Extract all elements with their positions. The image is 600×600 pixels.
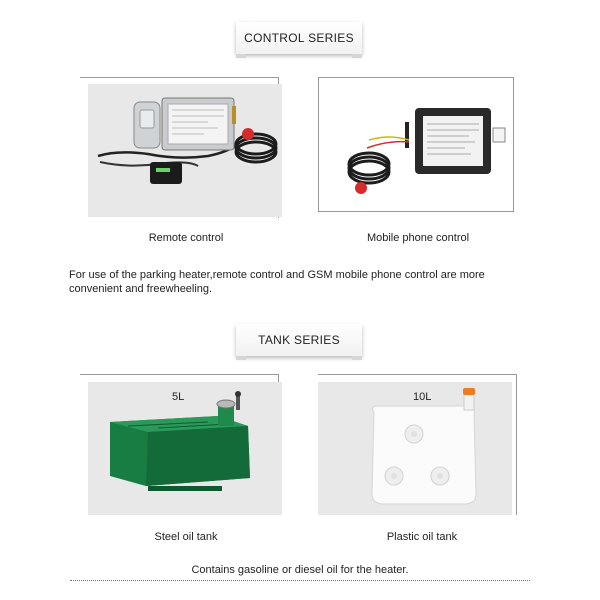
steel-oil-tank-caption: Steel oil tank <box>154 531 218 543</box>
remote-control-image <box>88 84 282 217</box>
steel-oil-tank-image <box>88 382 282 515</box>
footer-divider <box>70 580 530 581</box>
tank-footer-note: Contains gasoline or diesel oil for the heater. <box>191 564 409 576</box>
steel-tank-volume-label: 5L <box>172 391 185 403</box>
plastic-oil-tank-caption: Plastic oil tank <box>386 531 458 543</box>
control-series-heading-text: CONTROL SERIES <box>244 31 354 45</box>
plastic-tank-volume-label: 10L <box>413 391 432 403</box>
control-description: For use of the parking heater,remote control and GSM mobile phone control are more convenient and freewheeling. <box>69 269 485 295</box>
control-series-heading <box>236 22 362 54</box>
tank-series-heading-text: TANK SERIES <box>258 333 340 347</box>
mobile-phone-control-image <box>318 77 514 212</box>
tank-series-heading <box>236 324 362 356</box>
mobile-phone-control-caption: Mobile phone control <box>366 232 470 244</box>
remote-control-caption: Remote control <box>148 232 224 244</box>
